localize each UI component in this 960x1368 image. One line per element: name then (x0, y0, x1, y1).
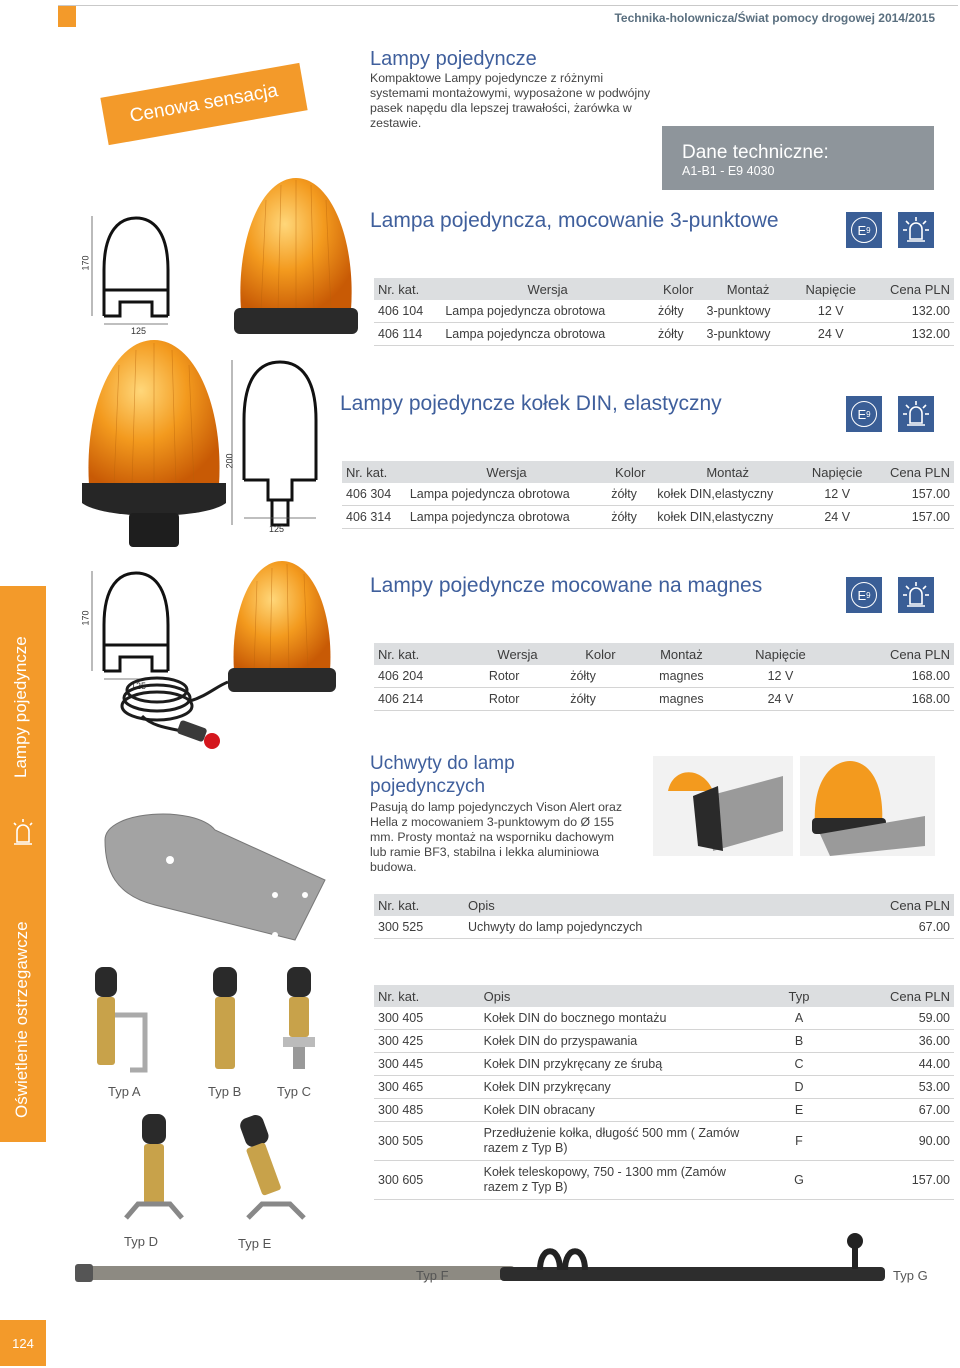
cell-catalog-no: 406 314 (342, 506, 406, 529)
caption-type-b: Typ B (208, 1084, 242, 1099)
cell-mount: kołek DIN,elastyczny (653, 506, 802, 529)
col-header: Wersja (441, 278, 654, 300)
telescopic-pin-type-g-image (500, 1225, 900, 1295)
mounting-plate-image (95, 800, 340, 950)
products-table-din (342, 461, 954, 529)
tech-data-box (662, 126, 934, 190)
cell-catalog-no: 300 405 (374, 1007, 480, 1030)
table-header-row (374, 985, 954, 1007)
table-header-row (374, 894, 954, 916)
section-title-magnet: Lampy pojedyncze mocowane na magnes (370, 574, 763, 597)
e9-approval-icon: E 9 (846, 212, 882, 248)
price-sensation-badge: Cenowa sensacja (100, 63, 307, 145)
cell-description: Kołek teleskopowy, 750 - 1300 mm (Zamów razem z Typ B) (480, 1161, 759, 1200)
holders-title: Uchwyty do lamp pojedynczych (370, 753, 515, 797)
col-header: Montaż (653, 461, 802, 483)
cell-catalog-no: 406 214 (374, 688, 469, 711)
cell-price: 90.00 (839, 1122, 954, 1161)
col-header: Kolor (654, 278, 703, 300)
din-pin-type-c-image (275, 965, 325, 1075)
col-header: Cena PLN (821, 894, 954, 916)
cell-catalog-no: 406 114 (374, 323, 441, 346)
table-row (374, 1007, 954, 1030)
col-header: Opis (480, 985, 759, 1007)
din-extension-type-f-image (75, 1258, 515, 1292)
table-row (374, 1030, 954, 1053)
height-dimension: 170 (80, 255, 91, 271)
cell-type: F (759, 1122, 839, 1161)
cell-price: 36.00 (839, 1030, 954, 1053)
cell-catalog-no: 300 425 (374, 1030, 480, 1053)
col-header: Cena PLN (833, 643, 954, 665)
col-header: Napięcie (728, 643, 833, 665)
col-header: Nr. kat. (374, 278, 441, 300)
col-header: Napięcie (802, 461, 872, 483)
cell-description: Kołek DIN przykręcany ze śrubą (480, 1053, 759, 1076)
cell-version: Rotor (469, 688, 566, 711)
cell-mount: 3-punktowy (703, 300, 794, 323)
table-row (342, 506, 954, 529)
cell-description: Uchwyty do lamp pojedynczych (464, 916, 821, 939)
caption-type-e: Typ E (238, 1236, 272, 1251)
cell-mount: magnes (635, 688, 729, 711)
cell-price: 132.00 (868, 323, 954, 346)
dimension-drawing-3point (78, 210, 188, 340)
cell-price: 53.00 (839, 1076, 954, 1099)
cell-type: E (759, 1099, 839, 1122)
cell-type: G (759, 1161, 839, 1200)
cell-color: żółty (654, 300, 703, 323)
table-row (374, 300, 954, 323)
caption-type-d: Typ D (124, 1234, 158, 1249)
amber-beacon-din-image (74, 335, 234, 550)
cell-type: B (759, 1030, 839, 1053)
col-header: Kolor (607, 461, 653, 483)
cell-catalog-no: 300 525 (374, 916, 464, 939)
cell-description: Kołek DIN do bocznego montażu (480, 1007, 759, 1030)
sidebar-tab-single-lamps[interactable] (0, 586, 46, 860)
e9-approval-icon: E 9 (846, 396, 882, 432)
corner-marker (58, 5, 76, 27)
dimension-drawing-din (222, 350, 322, 540)
col-header: Kolor (566, 643, 634, 665)
height-dimension: 200 (224, 453, 235, 469)
products-table-magnet (374, 643, 954, 711)
cell-catalog-no: 300 485 (374, 1099, 480, 1122)
width-dimension: 125 (131, 681, 147, 691)
holders-description: Pasują do lamp pojedynczych Vison Alert oraz Hella z mocowaniem 3-punktowym do Ø 155 mm. Prosty montaż na wsporniku dachowym lub ramie BF3, stabilna i lekka aluminiowa budowa. (370, 800, 623, 874)
products-table-3point (374, 278, 954, 346)
cell-version: Lampa pojedyncza obrotowa (406, 483, 607, 506)
cell-catalog-no: 406 204 (374, 665, 469, 688)
cell-voltage: 24 V (802, 506, 872, 529)
table-row (374, 1053, 954, 1076)
table-row (374, 1161, 954, 1200)
caption-type-a: Typ A (108, 1084, 141, 1099)
cell-mount: 3-punktowy (703, 323, 794, 346)
header-rule (58, 5, 958, 6)
warning-light-icon (898, 577, 934, 613)
table-row (374, 1099, 954, 1122)
amber-beacon-magnet-image (112, 556, 362, 756)
din-pin-type-e-image (228, 1110, 318, 1225)
cell-type: C (759, 1053, 839, 1076)
cell-catalog-no: 406 304 (342, 483, 406, 506)
e9-approval-icon: E 9 (846, 577, 882, 613)
col-header: Wersja (406, 461, 607, 483)
cell-description: Kołek DIN przykręcany (480, 1076, 759, 1099)
col-header: Wersja (469, 643, 566, 665)
col-header: Nr. kat. (342, 461, 406, 483)
sidebar-tab-warning-lights-label: Oświetlenie ostrzegawcze (12, 921, 31, 1118)
col-header: Napięcie (794, 278, 868, 300)
cell-description: Kołek DIN obracany (480, 1099, 759, 1122)
col-header: Nr. kat. (374, 643, 469, 665)
cell-catalog-no: 300 465 (374, 1076, 480, 1099)
col-header: Typ (759, 985, 839, 1007)
sidebar-tab-single-lamps-label: Lampy pojedyncze (11, 636, 30, 778)
cell-version: Lampa pojedyncza obrotowa (441, 300, 654, 323)
cell-color: żółty (654, 323, 703, 346)
cell-catalog-no: 300 605 (374, 1161, 480, 1200)
cell-color: żółty (566, 688, 634, 711)
col-header: Montaż (635, 643, 729, 665)
table-header-row (342, 461, 954, 483)
holders-table (374, 894, 954, 939)
cell-type: D (759, 1076, 839, 1099)
amber-beacon-3point-image (226, 170, 366, 350)
din-pin-type-a-image (85, 965, 155, 1075)
cell-version: Rotor (469, 665, 566, 688)
cell-voltage: 12 V (794, 300, 868, 323)
cell-color: żółty (607, 483, 653, 506)
col-header: Montaż (703, 278, 794, 300)
intro-title: Lampy pojedyncze (370, 48, 537, 70)
table-row (374, 323, 954, 346)
cell-price: 157.00 (839, 1161, 954, 1200)
cell-price: 44.00 (839, 1053, 954, 1076)
cell-description: Kołek DIN do przyspawania (480, 1030, 759, 1053)
page-number: 124 (0, 1320, 46, 1366)
cell-price: 168.00 (833, 688, 954, 711)
table-header-row (374, 278, 954, 300)
beacon-icon (12, 818, 34, 846)
cell-catalog-no: 300 445 (374, 1053, 480, 1076)
cell-version: Lampa pojedyncza obrotowa (406, 506, 607, 529)
catalog-header: Technika-holownicza/Świat pomocy drogowej 2014/2015 (614, 11, 935, 25)
cell-price: 132.00 (868, 300, 954, 323)
cell-voltage: 24 V (728, 688, 833, 711)
cell-type: A (759, 1007, 839, 1030)
col-header: Cena PLN (839, 985, 954, 1007)
table-row (374, 1122, 954, 1161)
din-pins-table (374, 985, 954, 1200)
cell-price: 67.00 (839, 1099, 954, 1122)
table-row (342, 483, 954, 506)
col-header: Nr. kat. (374, 894, 464, 916)
holder-photo-2 (800, 756, 935, 856)
cell-price: 157.00 (872, 483, 954, 506)
cell-catalog-no: 406 104 (374, 300, 441, 323)
col-header: Opis (464, 894, 821, 916)
cell-voltage: 12 V (802, 483, 872, 506)
col-header: Nr. kat. (374, 985, 480, 1007)
col-header: Cena PLN (868, 278, 954, 300)
table-header-row (374, 643, 954, 665)
section-title-din: Lampy pojedyncze kołek DIN, elastyczny (340, 392, 722, 415)
cell-version: Lampa pojedyncza obrotowa (441, 323, 654, 346)
cell-price: 168.00 (833, 665, 954, 688)
din-pin-type-d-image (118, 1110, 198, 1225)
col-header: Cena PLN (872, 461, 954, 483)
tech-data-title: Dane techniczne: (682, 142, 829, 163)
table-row (374, 665, 954, 688)
width-dimension: 125 (131, 326, 147, 336)
cell-mount: magnes (635, 665, 729, 688)
cell-color: żółty (566, 665, 634, 688)
sidebar-tab-warning-lights[interactable] (0, 860, 46, 1142)
cell-price: 67.00 (821, 916, 954, 939)
caption-type-f: Typ F (416, 1268, 449, 1283)
caption-type-g: Typ G (893, 1268, 928, 1283)
warning-light-icon (898, 396, 934, 432)
cell-catalog-no: 300 505 (374, 1122, 480, 1161)
caption-type-c: Typ C (277, 1084, 311, 1099)
table-row (374, 688, 954, 711)
holder-photo-1 (653, 756, 793, 856)
section-title-3point: Lampa pojedyncza, mocowanie 3-punktowe (370, 209, 779, 232)
width-dimension: 125 (269, 524, 285, 534)
height-dimension: 170 (80, 610, 91, 626)
intro-text: Kompaktowe Lampy pojedyncze z różnymi systemami montażowymi, wyposażone w podwójny pasek napędu dla lepszej trawałości, żarówka w zestawie. (370, 71, 651, 130)
tech-data-value: A1-B1 - E9 4030 (682, 164, 775, 178)
cell-price: 59.00 (839, 1007, 954, 1030)
din-pin-type-b-image (203, 965, 248, 1075)
cell-description: Przedłużenie kołka, długość 500 mm ( Zamów razem z Typ B) (480, 1122, 759, 1161)
cell-voltage: 24 V (794, 323, 868, 346)
warning-light-icon (898, 212, 934, 248)
cell-color: żółty (607, 506, 653, 529)
cell-voltage: 12 V (728, 665, 833, 688)
table-row (374, 916, 954, 939)
cell-mount: kołek DIN,elastyczny (653, 483, 802, 506)
cell-price: 157.00 (872, 506, 954, 529)
table-row (374, 1076, 954, 1099)
